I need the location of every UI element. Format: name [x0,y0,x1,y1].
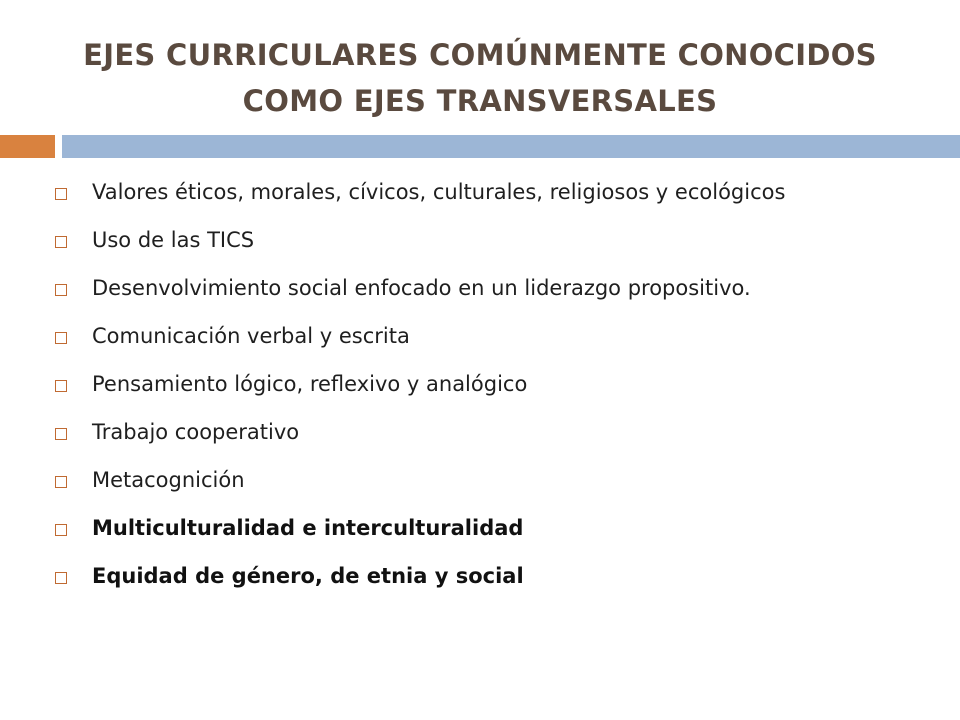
slide-title-line-1: EJES CURRICULARES COMÚNMENTE CONOCIDOS [83,38,877,72]
hollow-square-icon [55,236,67,248]
hollow-square-icon [55,428,67,440]
hollow-square-icon [55,332,67,344]
bullet-text: Multiculturalidad e interculturalidad [92,516,524,540]
bullet-item [52,416,872,449]
bullet-text: Equidad de género, de etnia y social [92,564,524,588]
bullet-item [52,176,872,209]
hollow-square-icon [55,476,67,488]
hollow-square-icon [55,572,67,584]
bullet-list [52,176,872,608]
bullet-text: Trabajo cooperativo [92,420,300,444]
slide-title-line-2: COMO EJES TRANSVERSALES [242,84,718,118]
accent-bar-orange [0,135,55,158]
bullet-item-bold [52,512,872,545]
hollow-square-icon [55,380,67,392]
bullet-text: Comunicación verbal y escrita [92,324,410,348]
hollow-square-icon [55,284,67,296]
hollow-square-icon [55,188,67,200]
bullet-item [52,320,872,353]
bullet-item [52,224,872,257]
bullet-text: Pensamiento lógico, reflexivo y analógico [92,372,528,396]
bullet-item [52,272,872,305]
slide-title [0,32,960,124]
bullet-item-bold [52,560,872,593]
accent-bar-blue [62,135,960,158]
bullet-text: Valores éticos, morales, cívicos, culturales, religiosos y ecológicos [92,180,786,204]
bullet-text: Metacognición [92,468,245,492]
bullet-text: Uso de las TICS [92,228,255,252]
hollow-square-icon [55,524,67,536]
bullet-text: Desenvolvimiento social enfocado en un liderazgo propositivo. [92,276,751,300]
bullet-item [52,368,872,401]
bullet-item [52,464,872,497]
